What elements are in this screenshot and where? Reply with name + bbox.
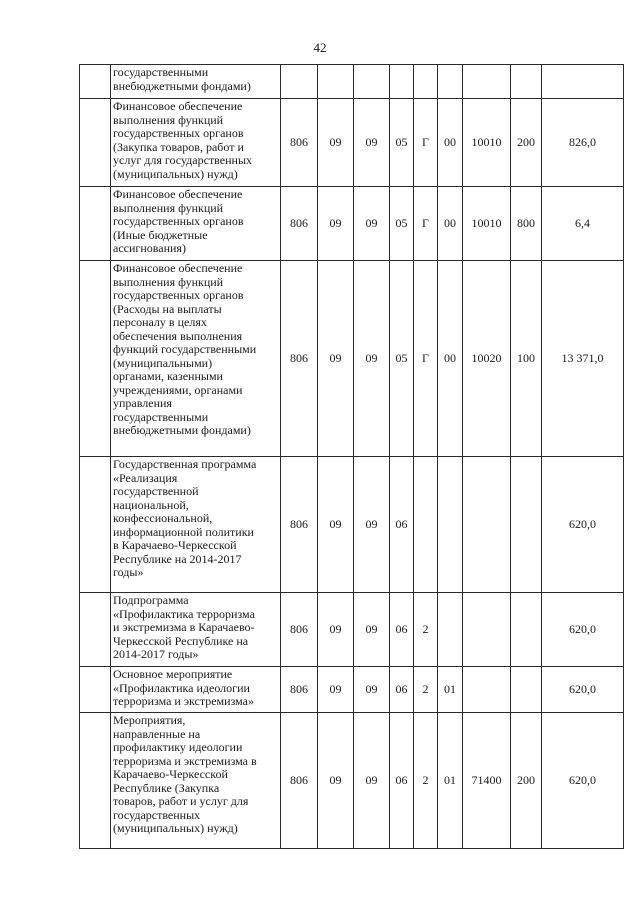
event-code-cell	[438, 65, 463, 99]
budget-table	[79, 64, 624, 849]
ved-code-cell: 806	[281, 667, 318, 713]
expense-type-code-cell: 200	[511, 713, 542, 849]
expense-type-code-cell: 100	[511, 261, 542, 457]
subprogram-code-cell: Г	[414, 187, 438, 261]
item-name-cell	[111, 667, 281, 713]
subprogram-code-cell: Г	[414, 99, 438, 187]
section-code-cell: 09	[318, 187, 354, 261]
event-code-cell: 00	[438, 187, 463, 261]
row-number-cell	[80, 713, 111, 849]
row-number-cell	[80, 457, 111, 593]
program-code-cell: 05	[390, 261, 414, 457]
program-code-cell	[390, 65, 414, 99]
direction-code-cell: 71400	[463, 713, 511, 849]
row-number-cell	[80, 187, 111, 261]
amount-cell: 13 371,0	[542, 261, 624, 457]
section-code-cell: 09	[318, 593, 354, 667]
table-row	[80, 187, 624, 261]
direction-code-cell: 10020	[463, 261, 511, 457]
ved-code-cell: 806	[281, 457, 318, 593]
subprogram-code-cell	[414, 65, 438, 99]
item-name-cell	[111, 713, 281, 849]
expense-type-code-cell	[511, 667, 542, 713]
event-code-cell	[438, 457, 463, 593]
section-code-cell: 09	[318, 713, 354, 849]
item-name: Основное мероприятие «Профилактика идеологии терроризма и экстремизма»	[113, 667, 254, 708]
event-code-cell: 00	[438, 261, 463, 457]
item-name: Финансовое обеспечение выполнения функций государственных органов (Расходы на выплаты персоналу в целях обеспечения выполнения функций государственными (муниципальными) органами, казенными учреждениями, органами управления государственными внебюджетными фондами)	[113, 261, 257, 437]
event-code-cell: 01	[438, 713, 463, 849]
direction-code-cell	[463, 65, 511, 99]
direction-code-cell: 10010	[463, 99, 511, 187]
event-code-cell: 00	[438, 99, 463, 187]
item-name: Подпрограмма «Профилактика терроризма и экстремизма в Карачаево- Черкесской Республике на 2014-2017 годы»	[113, 593, 255, 661]
program-code-cell: 06	[390, 593, 414, 667]
table-row	[80, 457, 624, 593]
expense-type-code-cell: 200	[511, 99, 542, 187]
row-number-cell	[80, 99, 111, 187]
amount-cell: 620,0	[542, 667, 624, 713]
subprogram-code-cell: 2	[414, 713, 438, 849]
table-row	[80, 261, 624, 457]
direction-code-cell	[463, 457, 511, 593]
subsection-code-cell: 09	[354, 593, 390, 667]
item-name: Финансовое обеспечение выполнения функций государственных органов (Закупка товаров, работ и услуг для государственных (муниципальных) нужд)	[113, 99, 253, 181]
direction-code-cell	[463, 593, 511, 667]
row-number-cell	[80, 593, 111, 667]
expense-type-code-cell: 800	[511, 187, 542, 261]
amount-cell: 620,0	[542, 593, 624, 667]
subprogram-code-cell: 2	[414, 667, 438, 713]
program-code-cell: 06	[390, 667, 414, 713]
expense-type-code-cell	[511, 65, 542, 99]
ved-code-cell: 806	[281, 99, 318, 187]
ved-code-cell: 806	[281, 593, 318, 667]
event-code-cell	[438, 593, 463, 667]
section-code-cell: 09	[318, 667, 354, 713]
page-number: 42	[313, 40, 327, 55]
ved-code-cell	[281, 65, 318, 99]
table-row	[80, 65, 624, 99]
table-row	[80, 713, 624, 849]
subsection-code-cell: 09	[354, 99, 390, 187]
expense-type-code-cell	[511, 593, 542, 667]
direction-code-cell: 10010	[463, 187, 511, 261]
amount-cell	[542, 65, 624, 99]
item-name: Мероприятия, направленные на профилактику идеологии терроризма и экстремизма в Карачаево-Черкесской Республике (Закупка товаров, работ и услуг для государственных (муниципальных) нужд)	[113, 713, 257, 835]
table-row	[80, 99, 624, 187]
expense-type-code-cell	[511, 457, 542, 593]
ved-code-cell: 806	[281, 261, 318, 457]
amount-cell: 620,0	[542, 457, 624, 593]
row-number-cell	[80, 261, 111, 457]
item-name-cell	[111, 65, 281, 99]
subsection-code-cell: 09	[354, 187, 390, 261]
table-row	[80, 667, 624, 713]
ved-code-cell: 806	[281, 713, 318, 849]
item-name: Государственная программа «Реализация государственной национальной, конфессиональной, информационной политики в Карачаево-Черкесской Республике на 2014-2017 годы»	[113, 457, 257, 579]
subsection-code-cell: 09	[354, 261, 390, 457]
item-name-cell	[111, 593, 281, 667]
subsection-code-cell: 09	[354, 457, 390, 593]
section-code-cell: 09	[318, 261, 354, 457]
program-code-cell: 06	[390, 457, 414, 593]
section-code-cell: 09	[318, 457, 354, 593]
item-name-cell	[111, 457, 281, 593]
item-name-cell	[111, 261, 281, 457]
item-name: государственными внебюджетными фондами)	[113, 65, 251, 93]
amount-cell: 620,0	[542, 713, 624, 849]
table-row	[80, 593, 624, 667]
program-code-cell: 05	[390, 99, 414, 187]
subsection-code-cell: 09	[354, 667, 390, 713]
direction-code-cell	[463, 667, 511, 713]
subprogram-code-cell	[414, 457, 438, 593]
amount-cell: 6,4	[542, 187, 624, 261]
amount-cell: 826,0	[542, 99, 624, 187]
item-name-cell	[111, 99, 281, 187]
section-code-cell	[318, 65, 354, 99]
subprogram-code-cell: 2	[414, 593, 438, 667]
program-code-cell: 05	[390, 187, 414, 261]
row-number-cell	[80, 65, 111, 99]
item-name: Финансовое обеспечение выполнения функций государственных органов (Иные бюджетные ассигнования)	[113, 187, 244, 255]
section-code-cell: 09	[318, 99, 354, 187]
row-number-cell	[80, 667, 111, 713]
subsection-code-cell	[354, 65, 390, 99]
subprogram-code-cell: Г	[414, 261, 438, 457]
ved-code-cell: 806	[281, 187, 318, 261]
event-code-cell: 01	[438, 667, 463, 713]
program-code-cell: 06	[390, 713, 414, 849]
subsection-code-cell: 09	[354, 713, 390, 849]
item-name-cell	[111, 187, 281, 261]
